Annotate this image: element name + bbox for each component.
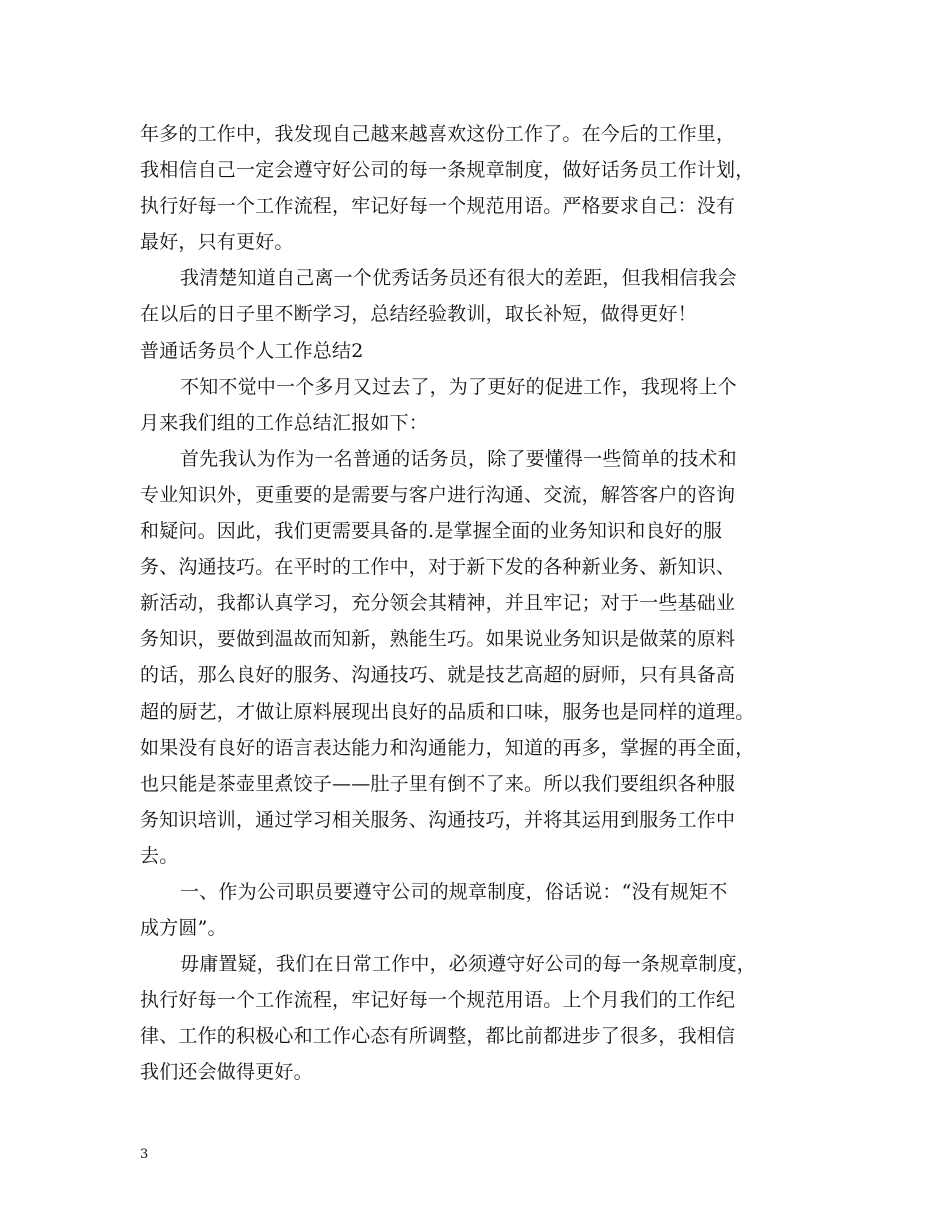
text-line: 我相信自己一定会遵守好公司的每一条规章制度，做好话务员工作计划， — [140, 159, 755, 182]
text-line: 务知识，要做到温故而知新，熟能生巧。如果说业务知识是做菜的原料 — [140, 628, 736, 651]
text-line: 普通话务员个人工作总结2 — [140, 339, 364, 362]
text-line: 律、工作的积极心和工作心态有所调整，都比前都进步了很多，我相信 — [140, 1025, 736, 1048]
text-line: 一、作为公司职员要遵守公司的规章制度，俗话说：“没有规矩不 — [180, 880, 728, 903]
text-line: 也只能是茶壶里煮饺子——肚子里有倒不了来。所以我们要组织各种服 — [140, 772, 736, 795]
page-number: 3 — [140, 1147, 149, 1162]
text-line: 月来我们组的工作总结汇报如下： — [140, 411, 429, 434]
text-line: 的话，那么良好的服务、沟通技巧、就是技艺高超的厨师，只有具备高 — [140, 664, 736, 687]
text-line: 新活动，我都认真学习，充分领会其精神，并且牢记；对于一些基础业 — [140, 592, 736, 615]
text-line: 专业知识外，更重要的是需要与客户进行沟通、交流，解答客户的咨询 — [140, 483, 736, 506]
text-line: 我们还会做得更好。 — [140, 1061, 313, 1084]
text-line: 务知识培训，通过学习相关服务、沟通技巧，并将其运用到服务工作中 — [140, 808, 736, 831]
text-line: 年多的工作中，我发现自己越来越喜欢这份工作了。在今后的工作里， — [140, 123, 736, 145]
text-line: 执行好每一个工作流程，牢记好每一个规范用语。上个月我们的工作纪 — [140, 989, 736, 1012]
text-line: 去。 — [140, 844, 179, 867]
text-line: 超的厨艺，才做让原料展现出良好的品质和口味，服务也是同样的道理。 — [140, 700, 755, 723]
text-line: 首先我认为作为一名普通的话务员，除了要懂得一些简单的技术和 — [180, 447, 737, 470]
text-line: 如果没有良好的语言表达能力和沟通能力，知道的再多，掌握的再全面， — [140, 736, 755, 759]
text-line: 成方圆”。 — [140, 917, 227, 940]
text-line: 在以后的日子里不断学习，总结经验教训，取长补短，做得更好！ — [140, 303, 697, 326]
text-line: 我清楚知道自己离一个优秀话务员还有很大的差距，但我相信我会 — [180, 267, 737, 290]
text-line: 最好，只有更好。 — [140, 231, 294, 254]
text-line: 毋庸置疑，我们在日常工作中，必须遵守好公司的每一条规章制度， — [180, 953, 757, 976]
text-line: 务、沟通技巧。在平时的工作中，对于新下发的各种新业务、新知识、 — [140, 556, 736, 579]
text-line: 和疑问。因此，我们更需要具备的.是掌握全面的业务知识和良好的服 — [140, 520, 723, 543]
text-line: 执行好每一个工作流程，牢记好每一个规范用语。严格要求自己：没有 — [140, 195, 736, 218]
document-body — [140, 116, 830, 1091]
text-line: 不知不觉中一个多月又过去了，为了更好的促进工作，我现将上个 — [180, 375, 737, 398]
